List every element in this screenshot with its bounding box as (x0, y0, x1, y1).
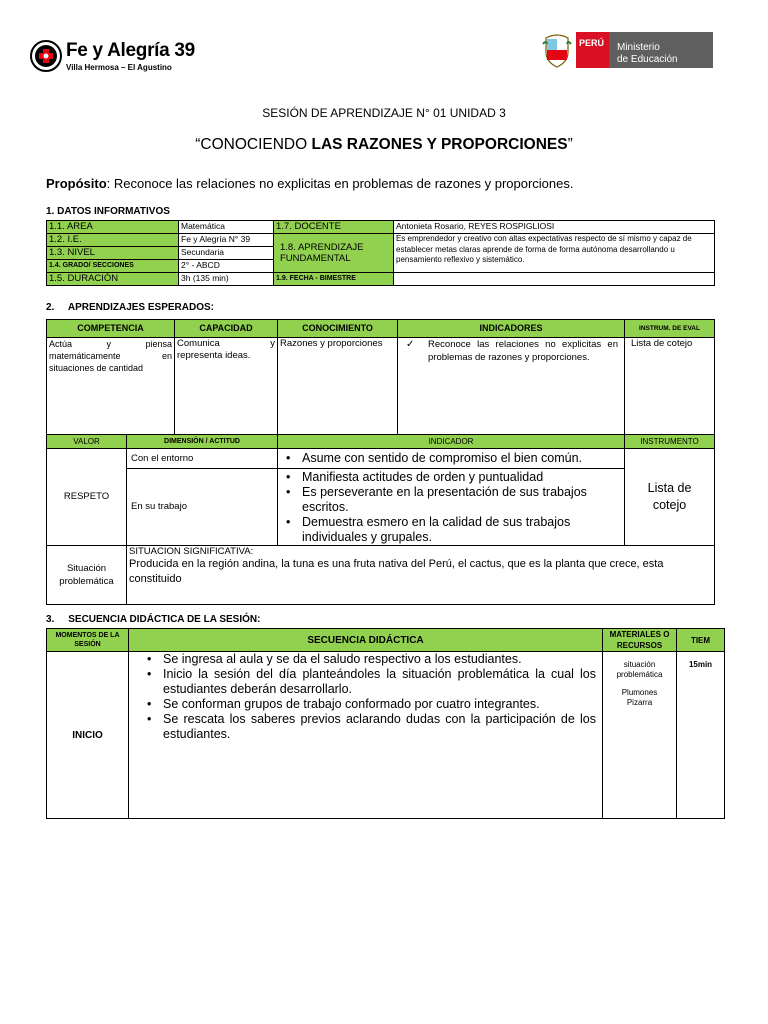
area-label: 1.1. AREA (47, 221, 179, 234)
ie-label: 1.2. I.E. (47, 234, 179, 247)
purpose-line (46, 176, 574, 191)
indicador-entorno-cell (278, 449, 625, 469)
header-dimension: DIMENSIÓN / ACTITUD (127, 435, 278, 449)
school-emblem-icon (30, 40, 62, 72)
conocimiento-cell: Razones y proporciones (278, 338, 398, 435)
main-title-suffix: ” (567, 136, 573, 153)
situacion-heading: SITUACION SIGNIFICATIVA: (129, 546, 254, 557)
duracion-value: 3h (135 min) (179, 273, 274, 286)
aprendizajes-table (46, 319, 715, 605)
indicador-trabajo-cell (278, 469, 625, 546)
peru-label: PERÚ (579, 38, 605, 48)
header-instrumento: INSTRUM. DE EVAL (625, 320, 715, 338)
header-indicador: INDICADOR (278, 435, 625, 449)
ministry-line1: Ministerio (617, 42, 660, 53)
secuencia-item: • Se ingresa al aula y se da el saludo respectivo a los estudiantes. (163, 652, 596, 667)
secuencia-item: • Se conforman grupos de trabajo conformado por cuatro integrantes. (163, 697, 596, 712)
situacion-text: Producida en la región andina, la tuna es una fruta nativa del Perú, el cactus, que es la planta que crece, esta constituido (129, 558, 664, 585)
secuencia-table (46, 628, 725, 819)
valor-cell: RESPETO (47, 449, 127, 546)
secuencia-item: • Inicio la sesión del día planteándoles la situación problemática la cual los estudiantes deberán desarrollarlo. (163, 667, 596, 697)
aprendizaje-label: 1.8. APRENDIZAJE FUNDAMENTAL (274, 234, 394, 273)
indicador-item: ✓ Reconoce las relaciones no explicitas en problemas de razones y proporciones. (428, 338, 622, 364)
header-secuencia: SECUENCIA DIDÁCTICA (129, 629, 603, 652)
school-name: Fe y Alegría 39 (66, 40, 195, 61)
section3-heading: 3. SECUENCIA DIDÁCTICA DE LA SESIÓN: (46, 614, 261, 625)
section1-heading: 1. DATOS INFORMATIVOS (46, 206, 170, 217)
header-competencia: COMPETENCIA (47, 320, 175, 338)
peru-coat-of-arms (542, 34, 572, 68)
header-indicadores: INDICADORES (398, 320, 625, 338)
header-tiempo: TIEM (677, 629, 725, 652)
instrumento-cell: Lista de cotejo (625, 338, 715, 435)
ie-value: Fe y Alegría N° 39 (179, 234, 274, 247)
school-logo (30, 40, 62, 72)
nivel-label: 1.3. NIVEL (47, 247, 179, 260)
coat-of-arms-icon (542, 34, 572, 68)
purpose-text: : Reconoce las relaciones no explicitas en problemas de razones y proporciones. (106, 176, 574, 191)
capacidad-cell: Comunica y representa ideas. (175, 338, 278, 435)
situacion-cell (127, 546, 715, 605)
competencia-cell: Actúa y piensa matemáticamente en situaciones de cantidad (47, 338, 175, 435)
situacion-label-cell: Situación problemática (47, 546, 127, 605)
indicador-trabajo-item: • Demuestra esmero en la calidad de sus trabajos individuales y grupales. (302, 515, 622, 545)
header-momentos: MOMENTOS DE LA SESIÓN (47, 629, 129, 652)
header-materiales: MATERIALES O RECURSOS (603, 629, 677, 652)
header-valor: VALOR (47, 435, 127, 449)
tiempo-cell: 15min (677, 652, 725, 819)
duracion-label: 1.5. DURACIÓN (47, 273, 179, 286)
fecha-label: 1.9. FECHA - BIMESTRE (274, 273, 394, 286)
session-title: SESIÓN DE APRENDIZAJE N° 01 UNIDAD 3 (262, 106, 506, 120)
secuencia-cell (129, 652, 603, 819)
indicadores-cell (398, 338, 625, 435)
fecha-value (394, 273, 715, 286)
purpose-label: Propósito (46, 176, 107, 191)
header-capacidad: CAPACIDAD (175, 320, 278, 338)
grado-label: 1.4. GRADO/ SECCIONES (47, 260, 179, 273)
section2-heading: 2. APRENDIZAJES ESPERADOS: (46, 302, 214, 313)
main-title-prefix: “CONOCIENDO (195, 136, 312, 153)
area-value: Matemática (179, 221, 274, 234)
instrumento-valor-cell: Lista de cotejo (625, 449, 715, 546)
indicador-trabajo-item: • Es perseverante en la presentación de sus trabajos escritos. (302, 485, 622, 515)
ministry-line2: de Educación (617, 54, 678, 65)
indicador-trabajo-item: • Manifiesta actitudes de orden y puntualidad (302, 470, 622, 485)
header-instrumento-valor: INSTRUMENTO (625, 435, 715, 449)
secuencia-item: • Se rescata los saberes previos aclarando dudas con la participación de los estudiantes. (163, 712, 596, 742)
aprendizaje-value: Es emprendedor y creativo con altas expectativas respecto de sí mismo y capaz de establecer metas claras aprende de forma de forma autónoma desarrollando u pensamiento reflexivo y sistemático. (394, 234, 715, 273)
nivel-value: Secundaria (179, 247, 274, 260)
dimension-trabajo: En su trabajo (127, 469, 278, 546)
school-location: Villa Hermosa – El Agustino (66, 63, 172, 72)
header-conocimiento: CONOCIMIENTO (278, 320, 398, 338)
materiales-cell (603, 652, 677, 819)
moment-inicio: INICIO (47, 652, 129, 819)
grado-value: 2° - ABCD (179, 260, 274, 273)
material-plumones: Plumones Pizarra (621, 688, 658, 707)
main-title-bold: LAS RAZONES Y PROPORCIONES (311, 136, 568, 153)
indicador-entorno-item: • Asume con sentido de compromiso el bien común. (302, 451, 622, 466)
docente-value: Antonieta Rosario, REYES ROSPIGLIOSI (394, 221, 715, 234)
main-title (0, 136, 768, 154)
datos-informativos-table (46, 220, 715, 286)
docente-label: 1.7. DOCENTE (274, 221, 394, 234)
dimension-entorno: Con el entorno (127, 449, 278, 469)
material-situacion: situación problemática (616, 660, 663, 679)
